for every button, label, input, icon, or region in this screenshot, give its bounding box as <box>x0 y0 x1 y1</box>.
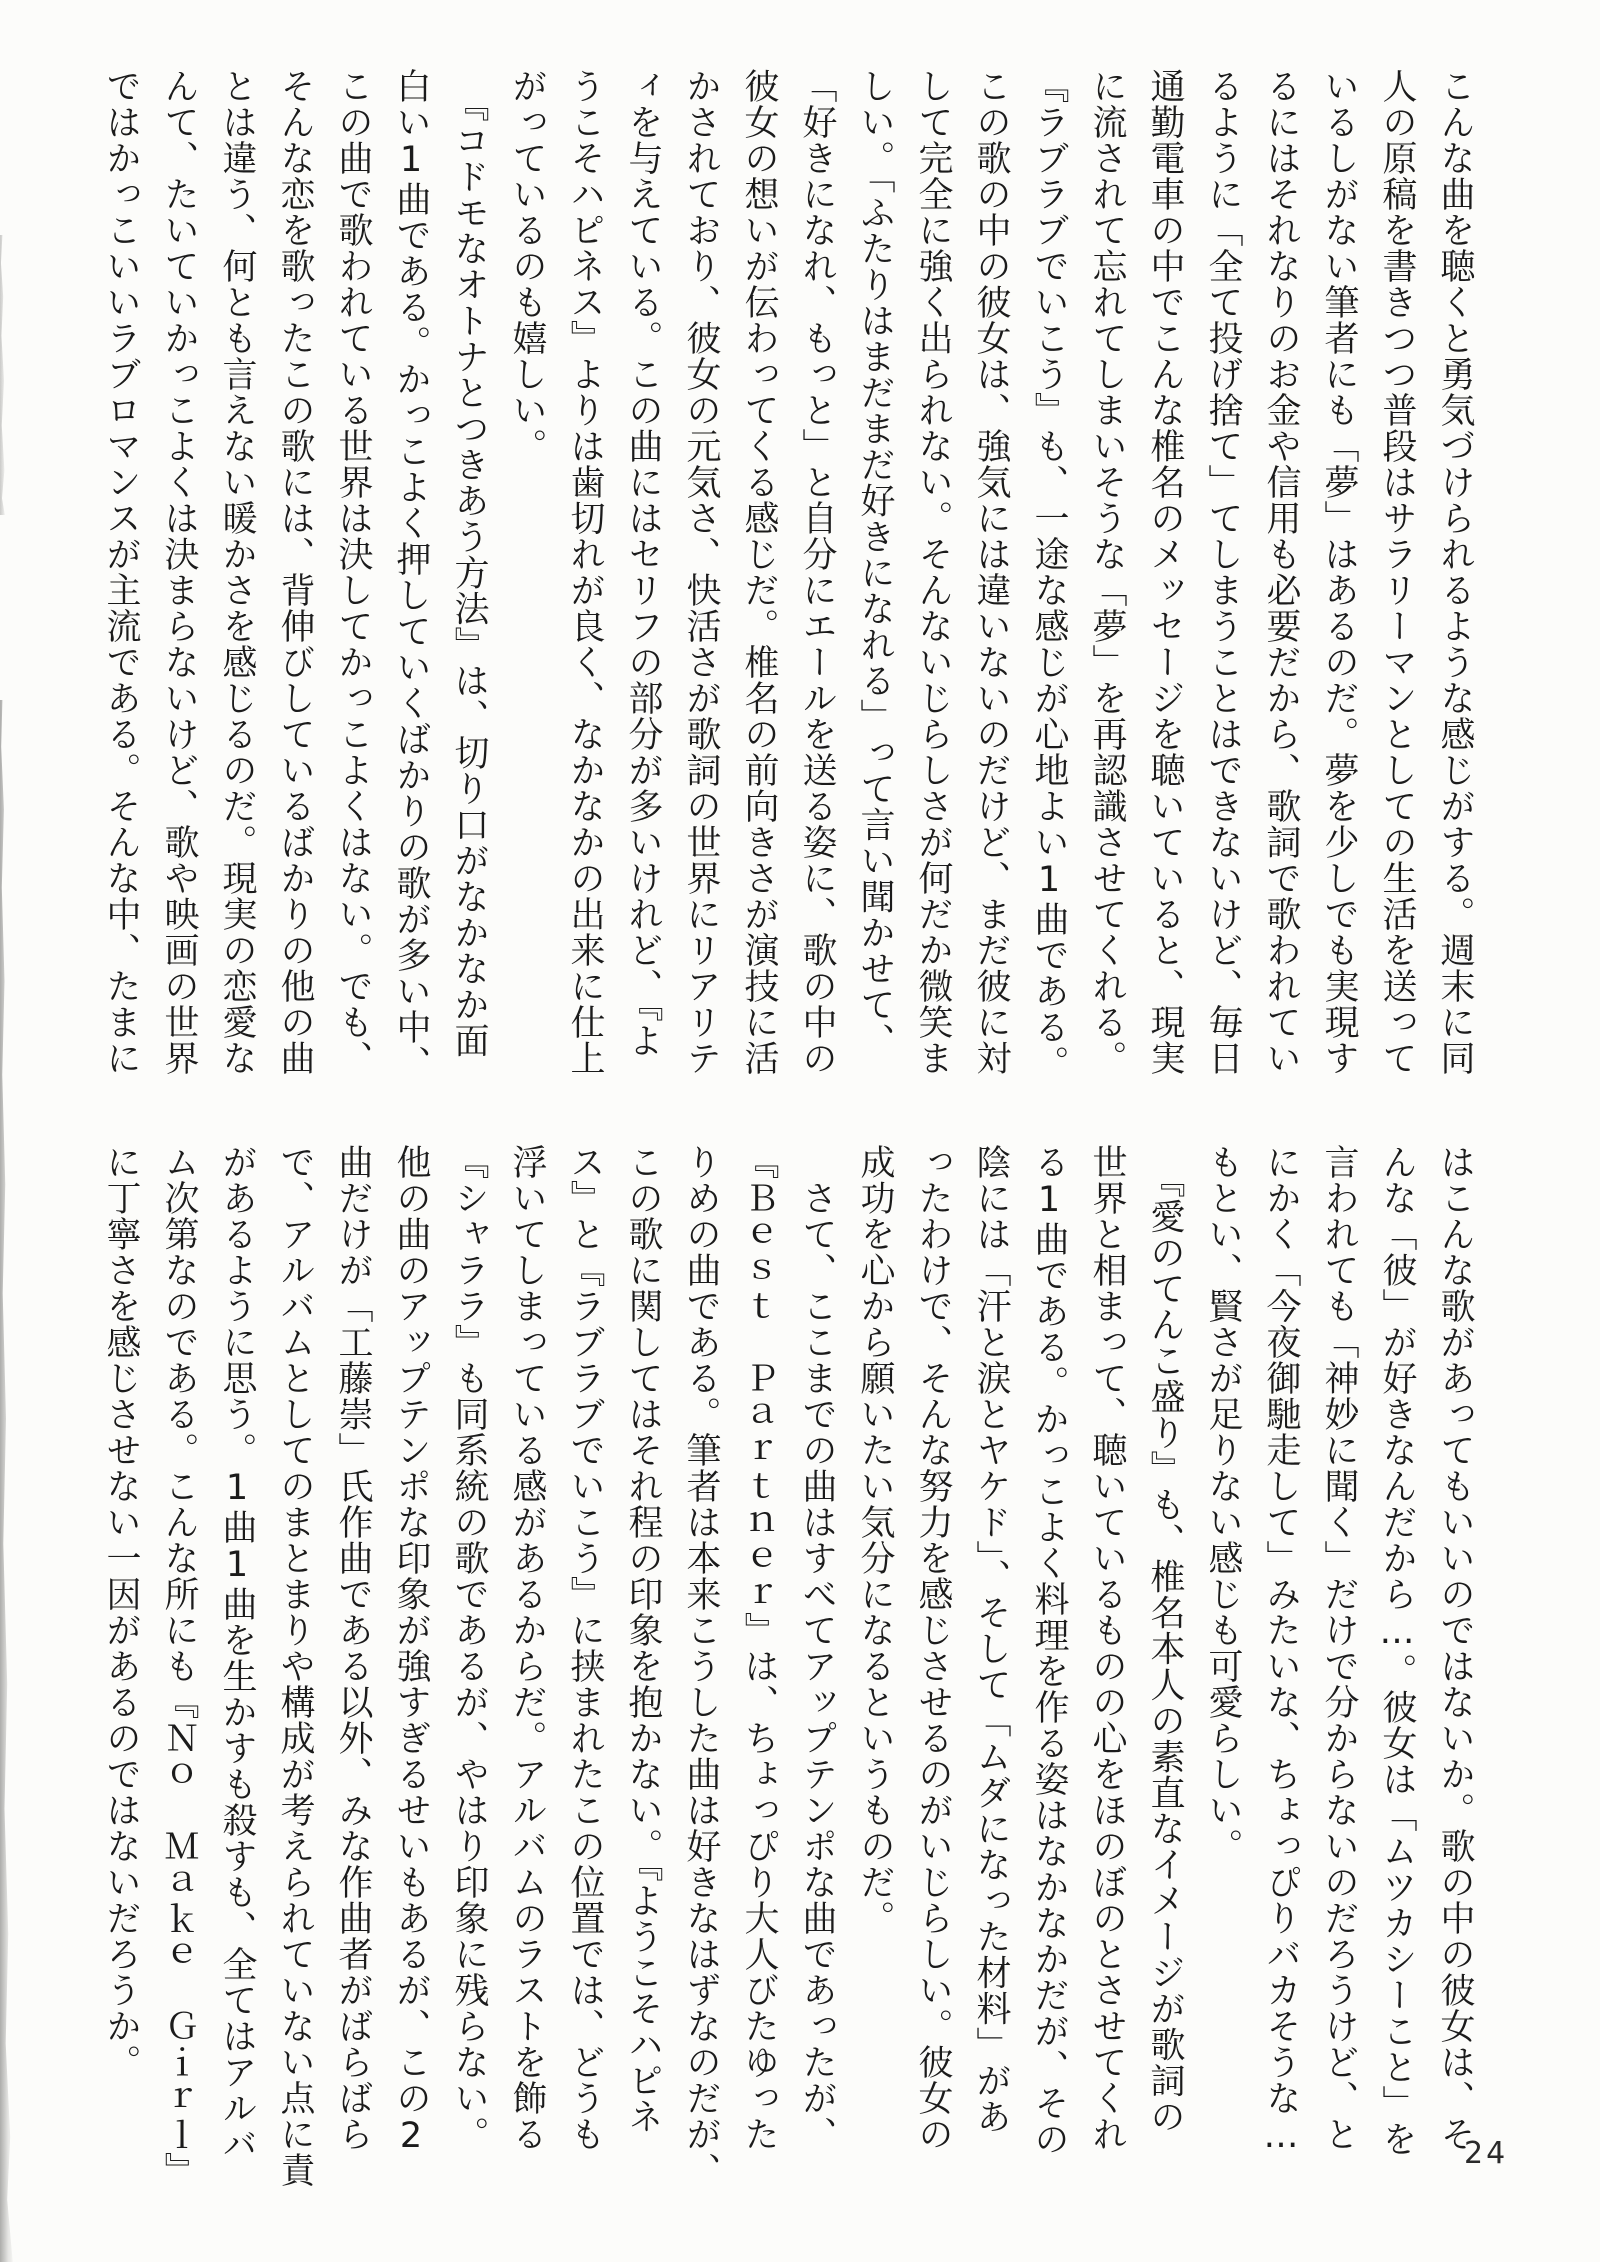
text-column: るように「全て投げ捨て」てしまうことはできないけど、毎日 <box>1203 68 1243 1076</box>
text-column: 『Ｂｅｓｔ Ｐａｒｔｎｅｒ』は、ちょっぴり大人びたゆった <box>739 1144 779 2152</box>
text-column: 浮いてしまっている感があるからだ。アルバムのラストを飾る <box>507 1144 547 2152</box>
text-column: 『コドモなオトナとつきあう方法』は、切り口がなかなか面 <box>449 68 489 1059</box>
text-column: りめの曲である。筆者は本来こうした曲は好きなはずなのだが、 <box>681 1144 721 2188</box>
text-column: 通勤電車の中でこんな椎名のメッセージを聴いていると、現実 <box>1145 68 1185 1076</box>
text-column: ではかっこいいラブロマンスが主流である。そんな中、たまに <box>101 68 141 1076</box>
text-column: ったわけで、そんな努力を感じさせるのがいじらしい。彼女の <box>913 1144 953 2152</box>
text-column: で、アルバムとしてのまとまりや構成が考えられていない点に責 <box>275 1144 315 2188</box>
text-column: んな「彼」が好きなんだから…。彼女は「ムツカシーこと」を <box>1377 1144 1417 2157</box>
text-column: もとい、賢さが足りない感じも可愛らしい。 <box>1203 1144 1243 1864</box>
text-column: この歌の中の彼女は、強気には違いないのだけど、まだ彼に対 <box>971 68 1011 1076</box>
vertical-text-block-upper <box>92 68 1484 1084</box>
text-column: る1曲である。かっこよく料理を作る姿はなかなかだが、その <box>1029 1144 1069 2157</box>
text-column: いるしがない筆者にも「夢」はあるのだ。夢を少しでも実現す <box>1319 68 1359 1076</box>
text-column: んて、たいていかっこよくは決まらないけど、歌や映画の世界 <box>159 68 199 1076</box>
text-column: この歌に関してはそれ程の印象を抱かない。『ようこそハピネ <box>623 1144 663 2135</box>
text-column: とは違う、何とも言えない暖かさを感じるのだ。現実の恋愛な <box>217 68 257 1076</box>
text-column: 曲だけが「工藤崇」氏作曲である以外、みな作曲者がばらばら <box>333 1144 373 2152</box>
text-column: がっているのも嬉しい。 <box>507 68 547 464</box>
text-column: 彼女の想いが伝わってくる感じだ。椎名の前向きさが演技に活 <box>739 68 779 1076</box>
scan-edge-artifact <box>0 700 15 2262</box>
text-column: この曲で歌われている世界は決してかっこよくはない。でも、 <box>333 68 373 1076</box>
text-column: うこそハピネス』よりは歯切れが良く、なかなかの出来に仕上 <box>565 68 605 1076</box>
text-column: ス』と『ラブラブでいこう』に挟まれたこの位置では、どうも <box>565 1144 605 2152</box>
text-column: ィを与えている。この曲にはセリフの部分が多いけれど、『よ <box>623 68 663 1059</box>
text-column: 『愛のてんこ盛り』も、椎名本人の素直なイメージが歌詞の <box>1145 1144 1185 2135</box>
text-column: るにはそれなりのお金や信用も必要だから、歌詞で歌われてい <box>1261 68 1301 1076</box>
text-column: して完全に強く出られない。そんないじらしさが何だか微笑ま <box>913 68 953 1076</box>
text-column: に丁寧さを感じさせない一因があるのではないだろうか。 <box>101 1144 141 2080</box>
text-column: こんな曲を聴くと勇気づけられるような感じがする。週末に同 <box>1435 68 1475 1076</box>
text-column: そんな恋を歌ったこの歌には、背伸びしているばかりの他の曲 <box>275 68 315 1076</box>
text-column: 「好きになれ、もっと」と自分にエールを送る姿に、歌の中の <box>797 68 837 1076</box>
text-column: があるように思う。1曲1曲を生かすも殺すも、全てはアルバ <box>217 1144 257 2162</box>
text-column: 言われても「神妙に聞く」だけで分からないのだろうけど、と <box>1319 1144 1359 2152</box>
text-column: しい。「ふたりはまだまだ好きになれる」って言い聞かせて、 <box>855 68 895 1059</box>
text-column: さて、ここまでの曲はすべてアップテンポな曲であったが、 <box>797 1144 837 2152</box>
text-column: に流されて忘れてしまいそうな「夢」を再認識させてくれる。 <box>1087 68 1127 1076</box>
text-column: 人の原稿を書きつつ普段はサラリーマンとしての生活を送って <box>1377 68 1417 1076</box>
text-column: 陰には「汗と涙とヤケド」、そして「ムダになった材料」があ <box>971 1144 1011 2135</box>
text-column: 成功を心から願いたい気分になるというものだ。 <box>855 1144 895 1936</box>
text-column: はこんな歌があってもいいのではないか。歌の中の彼女は、そ <box>1435 1144 1475 2152</box>
text-column: ム次第なのである。こんな所にも『Ｎｏ Ｍａｋｅ Ｇｉｒｌ』 <box>159 1144 199 2188</box>
scan-edge-artifact <box>0 235 8 515</box>
text-column: 白い1曲である。かっこよく押していくばかりの歌が多い中、 <box>391 68 431 1081</box>
text-column: 『シャララ』も同系統の歌であるが、やはり印象に残らない。 <box>449 1144 489 2152</box>
text-column: にかく「今夜御馳走して」みたいな、ちょっぴりバカそうな… <box>1261 1144 1301 2157</box>
text-column: 世界と相まって、聴いているものの心をほのぼのとさせてくれ <box>1087 1144 1127 2152</box>
text-column: かされており、彼女の元気さ、快活さが歌詞の世界にリアリテ <box>681 68 721 1076</box>
page-number: 24 <box>1464 2136 1509 2171</box>
text-column: 『ラブラブでいこう』も、一途な感じが心地よい1曲である。 <box>1029 68 1069 1081</box>
vertical-text-block-lower <box>92 1144 1484 2188</box>
text-column: 他の曲のアップテンポな印象が強すぎるせいもあるが、この2 <box>391 1144 431 2157</box>
